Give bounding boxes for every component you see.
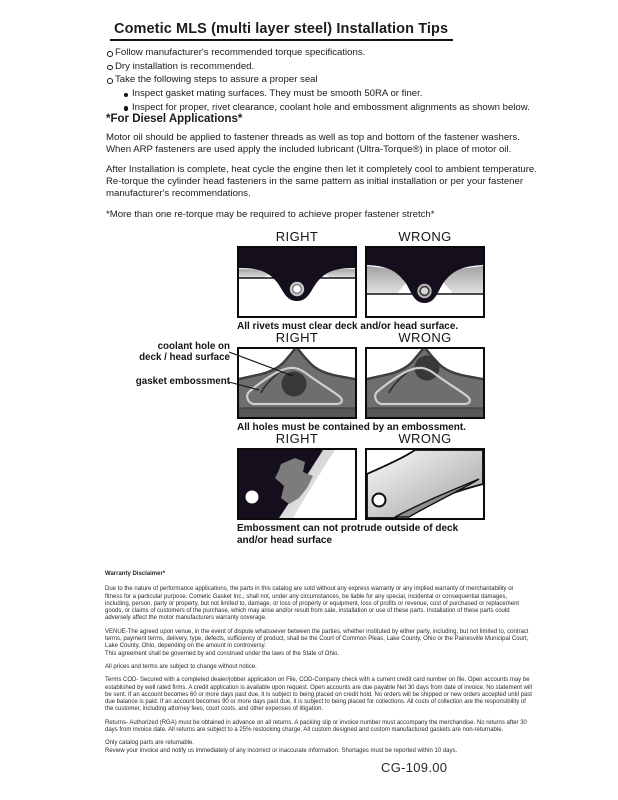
- legal-text: This agreement shall be governed by and construed under the laws of the State of Ohio.: [105, 650, 340, 657]
- diagram-row-holes: [135, 330, 485, 434]
- bolt-hole-icon: [373, 494, 386, 507]
- diagram-panels: [237, 246, 485, 318]
- rivet-wrong-diagram: [365, 246, 485, 318]
- legal-paragraph: [105, 677, 532, 713]
- legal-text: All prices and terms are subject to change without notice.: [105, 663, 257, 670]
- hole-wrong-diagram: [365, 347, 485, 419]
- diesel-paragraph: Motor oil should be applied to fastener threads as well as top and bottom of the fastener washers. When ARP fasteners are used apply the included lubricant (Ultra-Torque®) in place of motor oil.: [106, 131, 520, 155]
- page-code: CG-109.00: [381, 760, 448, 775]
- legal-paragraph: [105, 586, 532, 622]
- bolt-hole-icon: [246, 491, 259, 504]
- wrong-header: WRONG: [398, 330, 452, 345]
- legal-paragraph: [105, 664, 532, 671]
- rivet-caption: All rivets must clear deck and/or head surface.: [237, 321, 459, 332]
- wrong-header: WRONG: [398, 431, 452, 446]
- diesel-paragraph: After Installation is complete, heat cycle the engine then let it completely cool to ambient temperature. Re-torque the cylinder head fasteners in the same pattern as initial installation or per your fastener manufacturer's recommendations.: [106, 164, 537, 199]
- right-header: RIGHT: [275, 431, 319, 446]
- bullet-text: Inspect gasket mating surfaces. They must be smooth 50RA or finer.: [132, 88, 423, 100]
- legal-paragraph: [105, 740, 532, 755]
- open-bullet-icon: [107, 65, 115, 71]
- coolant-hole-label: coolant hole on: [157, 341, 230, 352]
- open-bullet-icon: [107, 78, 115, 84]
- diesel-section: [106, 114, 538, 221]
- embossment-wrong-diagram: [365, 448, 485, 520]
- bullet-text: Inspect for proper, rivet clearance, coolant hole and embossment alignments as shown below.: [132, 101, 530, 113]
- legal-section: [105, 571, 532, 761]
- intro-section: [105, 20, 550, 116]
- bullet-item: [107, 75, 550, 86]
- holes-caption: All holes must be contained by an embossment.: [237, 422, 466, 433]
- legal-text: VENUE-The agreed upon venue, in the event of dispute whatsoever between the parties, whether instituted by either party, including, but not limited to, contract terms, payment terms, delivery, type, defects, sufficiency of product, shall be the Court of Common Pleas, Lake County, Ohio or the Painesville Municipal Court, Lake County, Ohio, depending on the amount in controversy.: [105, 628, 529, 650]
- retorque-note: *More than one re-torque may be required to achieve proper fastener stretch*: [106, 208, 435, 220]
- legal-text: Returns- Authorized (RGA) must be obtained in advance on all returns. A packing slip or invoice number must accompany the merchandise. No returns after 30 days from invoice date. All returns are subject to a 25% restocking charge. All custom designed and custom manufactured gaskets are non-returnable.: [105, 719, 527, 734]
- right-header: RIGHT: [275, 330, 319, 345]
- solid-bullet-icon: [124, 92, 132, 97]
- sub-bullet-item: [124, 89, 550, 100]
- embossment-caption: and/or head surface: [237, 534, 333, 546]
- legal-text: Terms COD- Secured with a completed dealer/jobber application on File, COD-Company check with a current credit card number on file. Open accounts may be established by well rated firms. A credit application is available upon request. Open accounts are due payable Net 30 days from date of invoice. No statement will be sent. If an account becomes 60 or more days past due, it is subject to being placed on credit hold. No orders will be shipped or new orders accepted until past due balance is paid. If an account becomes 90 or more days past due, it is subject to being placed for collections. All costs of collection are the responsibility of the customer, including attorney fees, court costs, and other expenses of litigation.: [105, 677, 532, 713]
- embossment-caption: Embossment can not protrude outside of deck: [237, 523, 459, 534]
- legal-text: Due to the nature of performance applications, the parts in this catalog are sold without any express warranty or any implied warranty of merchantability or fitness for a particular purpose. Cometic Gasket Inc., shall not, under any circumstances, be liable for any special, incidental or consequential damages, including, person, party or property, but not limited to, damage, or loss of property or equipment, loss of profits or revenue, cost of purchased or replacement goods, or claims of customers of the purchase, which may arise and/or result from sale, installation or use of these parts. Installation of these parts could adversely affect the motor manufacturers warranty coverage.: [105, 586, 520, 622]
- coolant-hole-label: deck / head surface: [139, 352, 230, 363]
- bullet-item: [107, 62, 550, 73]
- legal-text: Review your invoice and notify us immediately of any incorrect or inaccurate information. Shortages must be reported within 10 days.: [105, 747, 458, 754]
- diagram-headers: [237, 330, 485, 345]
- legal-paragraph: [105, 720, 532, 735]
- diagram-headers: [237, 229, 485, 244]
- legal-text: Only catalog parts are returnable.: [105, 740, 195, 747]
- rivet-right-diagram: [237, 246, 357, 318]
- bullet-item: [107, 48, 550, 59]
- diagram-panels: [237, 448, 485, 520]
- legal-paragraph: [105, 629, 532, 658]
- wrong-header: WRONG: [398, 229, 452, 244]
- embossment-right-diagram: [237, 448, 357, 520]
- sub-bullet-item: [124, 103, 550, 114]
- open-bullet-icon: [107, 51, 115, 57]
- bullet-text: Follow manufacturer's recommended torque specifications.: [115, 47, 366, 58]
- diesel-heading: *For Diesel Applications*: [106, 113, 243, 125]
- page-title: Cometic MLS (multi layer steel) Installation Tips: [110, 21, 453, 41]
- diagram-headers: [237, 431, 485, 446]
- callout-labels: [110, 341, 230, 387]
- diagram-row-rivets: [237, 229, 485, 333]
- diagram-row-embossment: [237, 431, 485, 546]
- callout-lines: [227, 348, 297, 396]
- bullet-text: Take the following steps to assure a proper seal: [115, 74, 318, 86]
- gasket-embossment-label: gasket embossment: [135, 376, 230, 387]
- warranty-disclaimer-heading: Warranty Disclaimer*: [105, 571, 166, 577]
- bullet-text: Dry installation is recommended.: [115, 60, 255, 72]
- solid-bullet-icon: [124, 106, 132, 111]
- right-header: RIGHT: [275, 229, 319, 244]
